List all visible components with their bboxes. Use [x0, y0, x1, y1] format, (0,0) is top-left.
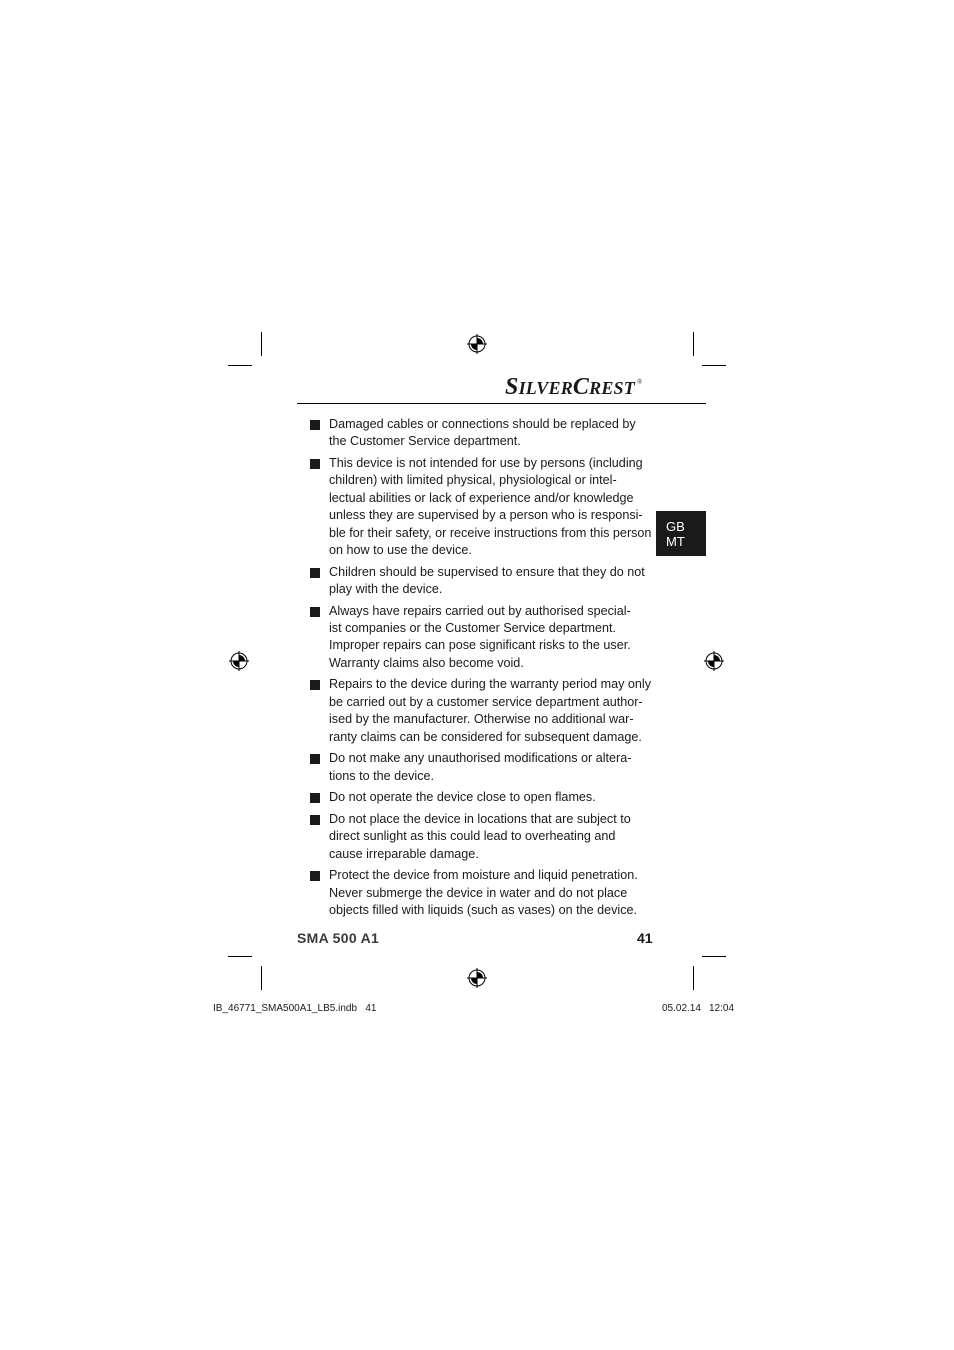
language-tab: [656, 511, 706, 556]
list-item-text: Children should be supervised to ensure that they do not play with the device.: [329, 564, 645, 597]
language-code-mt: MT: [666, 534, 685, 549]
list-item-text: Damaged cables or connections should be replaced by the Customer Service department.: [329, 417, 636, 449]
list-item: [310, 603, 655, 673]
list-item: [310, 867, 655, 919]
brand-second-rest: REST: [589, 378, 635, 398]
bullet-square-icon: [310, 607, 320, 617]
list-item-text: This device is not intended for use by persons (including children) with limited physical, physiological or intel- lectual abilities or lack of experience and/or knowledge unless they are supervised by a person who is responsi- ble for their safety, or receive instructions from this person on how to use the device.: [329, 456, 652, 558]
print-slug-date: 05.02.14: [662, 1003, 701, 1014]
crop-mark-top-left-horizontal: [228, 365, 252, 366]
crop-mark-bottom-right-vertical: [693, 966, 694, 990]
bullet-square-icon: [310, 680, 320, 690]
crop-mark-top-right-vertical: [693, 332, 694, 356]
list-item: [310, 811, 655, 863]
page-number: 41: [637, 930, 653, 946]
brand-second-initial: C: [572, 374, 590, 400]
crop-mark-top-right-horizontal: [702, 365, 726, 366]
model-number: SMA 500 A1: [297, 930, 380, 946]
list-item-text: Do not place the device in locations that are subject to direct sunlight as this could lead to overheating and cause irreparable damage.: [329, 811, 631, 861]
list-item: [310, 789, 655, 806]
crop-mark-bottom-left-horizontal: [228, 956, 252, 957]
list-item-text: Protect the device from moisture and liquid penetration. Never submerge the device in water and do not place objects filled with liquids (such as vases) on the device.: [329, 868, 638, 918]
list-item-text: Always have repairs carried out by authorised special- ist companies or the Customer Service department. Improper repairs can pose significant risks to the user. Warranty claims also become void.: [329, 603, 631, 670]
brand-logo: [505, 375, 643, 399]
brand-first-initial: S: [505, 374, 519, 400]
list-item: [310, 564, 655, 599]
registration-mark-top-icon: [467, 334, 487, 354]
safety-instructions-list: [310, 416, 655, 924]
bullet-square-icon: [310, 871, 320, 881]
list-item-text: Do not make any unauthorised modifications or altera- tions to the device.: [329, 751, 632, 783]
list-item-text: Do not operate the device close to open flames.: [329, 790, 596, 805]
header-rule: [297, 403, 706, 404]
bullet-square-icon: [310, 754, 320, 764]
list-item: [310, 750, 655, 785]
crop-mark-top-left-vertical: [261, 332, 262, 356]
language-code-gb: GB: [666, 519, 685, 534]
bullet-square-icon: [310, 459, 320, 469]
registration-mark-left-icon: [229, 651, 249, 671]
bullet-square-icon: [310, 815, 320, 825]
list-item: [310, 416, 655, 451]
crop-mark-bottom-left-vertical: [261, 966, 262, 990]
print-slug-file: IB_46771_SMA500A1_LB5.indb 41: [213, 1003, 377, 1014]
list-item: [310, 676, 655, 746]
registration-mark-bottom-icon: [467, 968, 487, 988]
bullet-square-icon: [310, 568, 320, 578]
bullet-square-icon: [310, 420, 320, 430]
print-slug-time: 12:04: [709, 1003, 735, 1014]
registered-trademark: ®: [636, 378, 643, 386]
bullet-square-icon: [310, 793, 320, 803]
list-item: [310, 455, 655, 559]
list-item-text: Repairs to the device during the warranty period may only be carried out by a customer service department author- ised by the manufacturer. Otherwise no additional war- ranty claims can be considered for subsequent damage.: [329, 677, 652, 744]
registration-mark-right-icon: [704, 651, 724, 671]
crop-mark-bottom-right-horizontal: [702, 956, 726, 957]
brand-first-rest: ILVER: [518, 378, 573, 398]
